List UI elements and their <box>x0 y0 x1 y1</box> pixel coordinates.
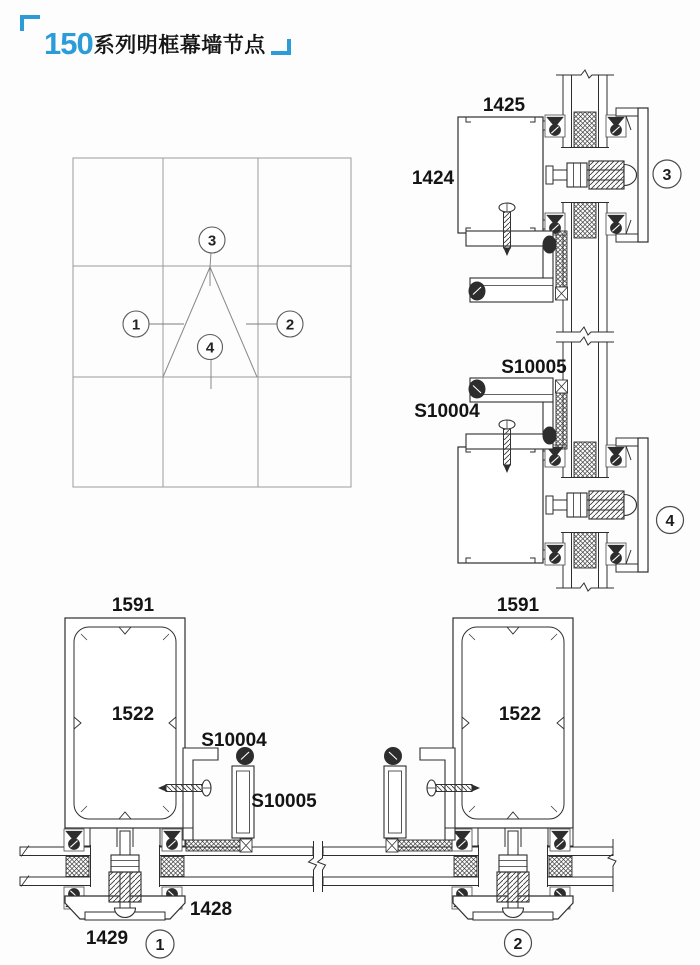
elevation-key-plan <box>73 158 351 487</box>
series-number: 150 <box>44 25 93 61</box>
detail-1-callout-number: 1 <box>155 937 165 954</box>
label-s10005-d1: S10005 <box>251 791 317 812</box>
label-1429: 1429 <box>85 928 129 949</box>
label-s10004-d4: S10004 <box>414 401 480 422</box>
detail-4-section <box>458 378 648 572</box>
elevation-callout-2-number: 2 <box>285 316 295 334</box>
detail-4-callout-number: 4 <box>665 513 675 530</box>
callout-leaders <box>149 253 278 389</box>
label-s10005-d4: S10005 <box>501 357 567 378</box>
label-1522-d1: 1522 <box>111 704 155 725</box>
series-name: 系列明框幕墙节点 <box>93 33 266 57</box>
label-1428: 1428 <box>189 899 233 920</box>
elevation-callout-3-number: 3 <box>207 232 217 250</box>
label-1425: 1425 <box>482 95 526 116</box>
detail-2-callout-number: 2 <box>513 936 523 953</box>
detail-3-callout-number: 3 <box>662 167 672 184</box>
label-1424: 1424 <box>411 168 455 189</box>
elevation-callout-1-number: 1 <box>131 316 141 334</box>
label-1591-d2: 1591 <box>496 595 540 616</box>
detail-2-section <box>384 618 573 920</box>
label-1522-d2: 1522 <box>498 704 542 725</box>
detail-3-section <box>458 108 648 302</box>
label-1591-d1: 1591 <box>111 595 155 616</box>
detail-1-section <box>64 618 254 920</box>
elevation-grid <box>73 158 351 487</box>
label-s10004-d1: S10004 <box>201 730 267 751</box>
elevation-callout-4-number: 4 <box>205 339 215 357</box>
